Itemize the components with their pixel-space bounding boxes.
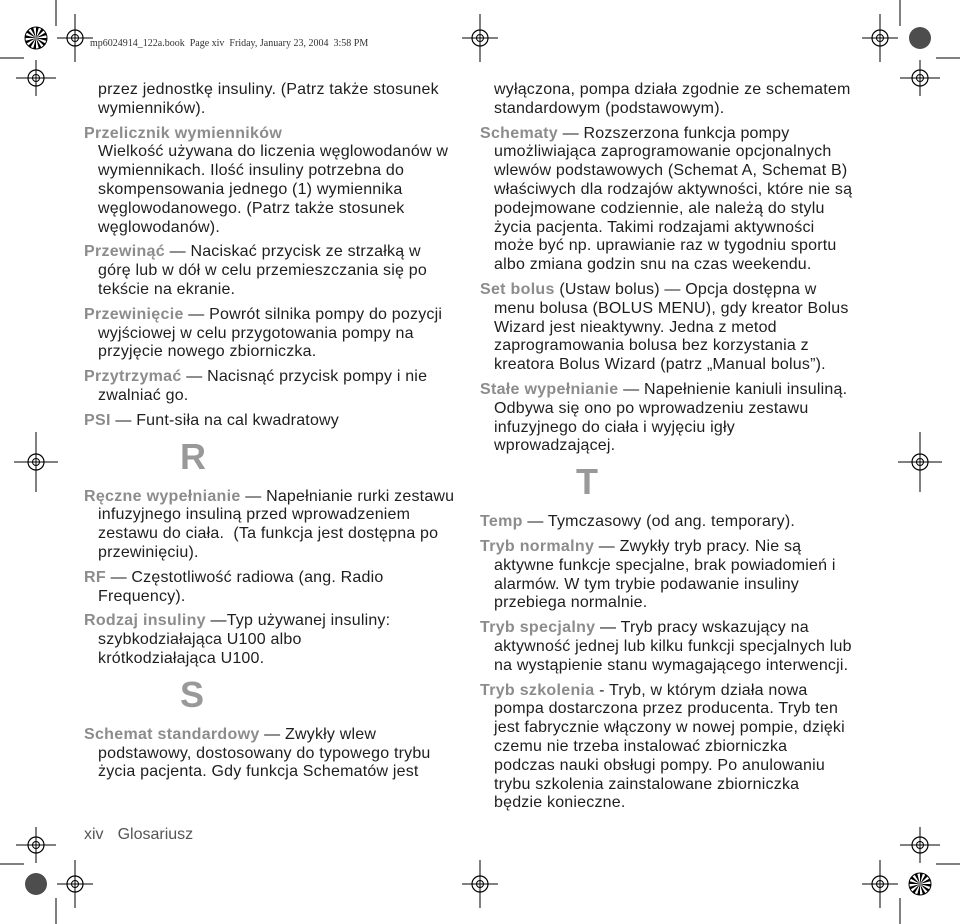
glossary-column-right [480,81,890,819]
glossary-entry [480,682,890,814]
glossary-term: Przelicznik wymienników [84,124,283,142]
definition-text: — Funt-siła na cal kwadratowy [110,411,340,429]
glossary-term: Schemat standardowy [84,725,260,743]
glossary-term: Temp [480,513,523,531]
registration-mark [862,14,898,62]
registration-mark [898,432,942,492]
footer-section-title: Glosariusz [117,826,194,843]
definition-text: — Rozszerzona funkcja pompy umożliwiająca zaprogramowanie opcjonalnych wlewów podstawowych (Schemat A, Schemat B) właściwych dla rodzajów aktywności, które nie są podejmowane codziennie, ale należą do stylu życia pacjenta. Takimi rodzajami aktywności może być np. uprawianie raz w tygodniu sportu albo zmiana godzin snu na czas weekendu. [494,124,853,274]
glossary-term: Ręczne wypełnianie [84,487,241,505]
glossary-term: Przytrzymać [84,368,182,386]
registration-mark [57,14,93,62]
glossary-entry [84,612,464,668]
section-letter-t: T [576,461,598,503]
registration-mark [16,60,56,96]
definition-text: (Ustaw bolus) — Opcja dostępna w menu bolusa (BOLUS MENU), gdy kreator Bolus Wizard jest nieaktywny. Jedna z metod zaprogramowania bolusa bez korzystania z kreatora Bolus Wizard (patrz „Manual bolus”). [494,280,849,374]
definition-text: — Tryb pracy wskazujący na aktywność jednej lub kilku funkcji specjalnych lub na wystąpienie stanu wymagającego interwencji. [494,619,852,674]
glossary-entry [84,726,464,782]
definition-text: — Tymczasowy (od ang. temporary). [522,513,796,531]
page-number: xiv [84,826,104,843]
registration-mark [16,827,56,863]
definition-text: — Naciskać przycisk ze strzałką w górę lub w dół w celu przemieszczania się po tekście na ekranie. [98,243,427,298]
glossary-entry-continuation [84,81,464,119]
glossary-term: Rodzaj insuliny [84,612,206,630]
glossary-term: Przewinąć [84,243,165,261]
registration-mark [57,860,93,908]
glossary-entry [84,243,464,299]
glossary-term: RF [84,568,106,586]
registration-mark [862,860,898,908]
definition-text: wyłączona, pompa działa zgodnie ze schematem standardowym (podstawowym). [494,81,851,117]
glossary-term: Przewinięcie [84,305,184,323]
definition-text: Wielkość używana do liczenia węglowodanów w wymiennikach. Ilość insuliny potrzebna do skompensowania jednego (1) wymiennika węglowodanowego. (Patrz także stosunek węglowodanów). [98,143,449,236]
definition-text: — Zwykły tryb pracy. Nie są aktywne funkcje specjalne, brak powiadomień i alarmów. W tym trybie podawanie insuliny przebiega normalnie. [494,537,836,612]
registration-mark [900,827,940,863]
color-target-mark [25,27,47,49]
print-slug-header: mp6024914_122a.book Page xiv Friday, January 23, 2004 3:58 PM [90,38,369,49]
registration-mark [900,60,940,96]
definition-text: — Powrót silnika pompy do pozycji wyjściowej w celu przygotowania pompy na przyjęcie nowego zbiorniczka. [98,305,443,361]
section-letter-s: S [180,673,205,715]
glossary-entry-continuation [480,81,890,119]
glossary-entry [84,125,464,238]
glossary-term: Tryb szkolenia [480,681,595,699]
glossary-term: Set bolus [480,280,555,298]
glossary-entry [480,538,890,613]
glossary-term: Tryb normalny [480,537,595,555]
glossary-entry [480,513,890,532]
glossary-term: PSI [84,411,111,429]
registration-mark [14,432,58,492]
glossary-term: Tryb specjalny [480,619,596,637]
glossary-term: Schematy [480,124,558,142]
section-letter-r: R [180,435,206,477]
glossary-term: Stałe wypełnianie [480,380,619,398]
definition-text: — Nacisnąć przycisk pompy i nie zwalniać go. [98,368,428,404]
glossary-entry [480,125,890,275]
definition-text: — Napełnianie rurki zestawu infuzyjnego insuliną przed wprowadzeniem zestawu do ciała. (Ta funkcja jest dostępna po przewinięciu). [98,487,455,561]
definition-text: - Tryb, w którym działa nowa pompa dostarczona przez producenta. Tryb ten jest fabrycznie włączony w nowej pompie, dzięki czemu nie trzeba instalować zbiorniczka podczas nauki obsługi pompy. Po anulowaniu trybu szkolenia zainstalowane zbiorniczka będzie konieczne. [494,681,845,812]
glossary-entry [480,619,890,675]
definition-text: —Typ używanej insuliny: szybkodziałająca U100 albo krótkodziałająca U100. [98,612,391,667]
definition-text: — Częstotliwość radiowa (ang. Radio Frequency). [98,568,384,605]
definition-text: — Zwykły wlew podstawowy, dostosowany do typowego trybu życia pacjenta. Gdy funkcja Schematów jest [98,725,431,781]
registration-mark [462,14,498,62]
glossary-entry [84,488,464,563]
solid-color-dot [909,27,931,49]
solid-color-dot [25,873,47,895]
glossary-entry [84,569,464,607]
glossary-entry [84,306,464,362]
glossary-entry [84,412,464,431]
glossary-column-left [84,81,464,788]
glossary-entry [84,368,464,406]
definition-text: — Napełnienie kaniuli insuliną. Odbywa się ono po wprowadzeniu zestawu infuzyjnego do ciała i wyjęciu igły wprowadzającej. [494,380,848,455]
registration-mark [462,860,498,908]
glossary-entry [480,281,890,375]
page-footer [84,826,193,844]
color-target-mark [909,873,931,895]
glossary-entry [480,381,890,456]
definition-text: przez jednostkę insuliny. (Patrz także stosunek wymienników). [98,81,439,117]
